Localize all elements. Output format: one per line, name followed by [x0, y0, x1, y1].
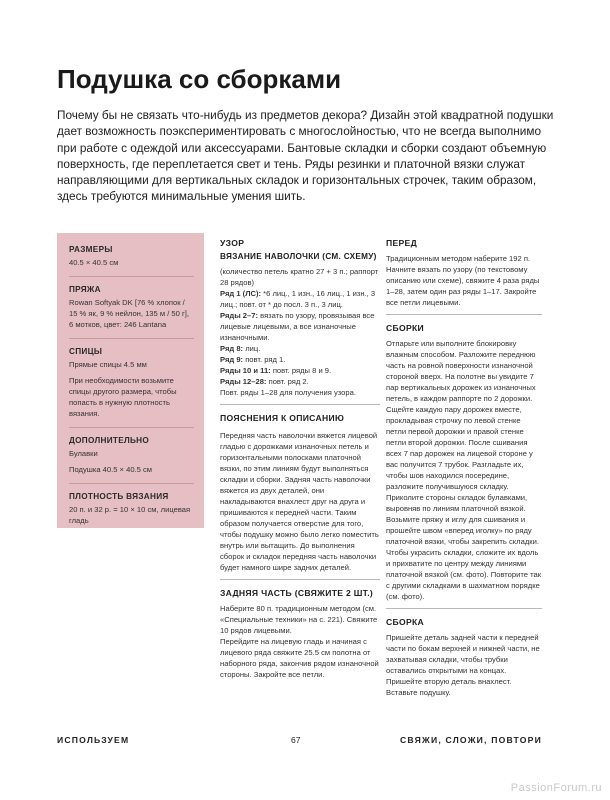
assembly-heading: СБОРКА: [386, 617, 425, 627]
pattern-row: Ряд 9: повт. ряд 1.: [220, 355, 286, 364]
sizes-heading: РАЗМЕРЫ: [69, 245, 113, 254]
pattern-heading: УЗОР: [220, 238, 245, 248]
yarn-heading: ПРЯЖА: [69, 285, 101, 294]
divider: [386, 608, 542, 609]
divider: [220, 404, 380, 405]
divider: [69, 427, 194, 428]
back-text-2: Перейдите на лицевую гладь и начиная с лицевого ряда свяжите 25.5 см полотна от наборного ряда, закончив рядом изнаночной стороны. Закройте все петли.: [220, 637, 379, 679]
assembly-text: Пришейте деталь задней части к передней части по бокам верхней и нижней части, не захватывая складки, чтобы трубки оставались открытыми на концах. Пришейте вторую деталь внахлест. Вставьте подушку.: [386, 633, 540, 697]
pattern-repeat-note: Повт. ряды 1–28 для получения узора.: [220, 388, 356, 397]
notes-text: Передняя часть наволочки вяжется лицевой гладью с дорожками изнаночных петель и горизонтальными полосками платочной вязки, по этим линиям будут выполняться складки и сборки. Задняя часть наволочки вяжется из двух деталей, они накладываются внахлест друг на друга и пришиваются к передней части. Таким образом получается отверстие для того, чтобы подушку можно было легко поместить внутрь или вытащить. До выполнения сборок и складок передняя часть наволочки будет намного шире задних деталей.: [220, 431, 379, 572]
footer-section-label: ИСПОЛЬЗУЕМ: [57, 735, 130, 745]
divider: [69, 276, 194, 277]
pattern-row: Ряд 8: лиц.: [220, 344, 261, 353]
gathers-text-2: Чтобы украсить складки, сложите их вдоль и прихватите по центру между линиями платочной вязкой (см. фото). Повторите так с другими складками в шахматном порядке (см. фото).: [386, 548, 542, 601]
divider: [69, 338, 194, 339]
divider: [69, 483, 194, 484]
gathers-text-1: Отпарьте или выполните блокировку влажным способом. Разложите переднюю часть на ровной поверхности изнаночной стороной вверх. На полотне вы увидите 7 пар вертикальных дорожек из изнаночных петель, в каждом раппорте по 2 дорожки. Сщейте каждую пару дорожек вместе, прокладывая строчку по левой стенке петли первой дорожки и правой стенке петли второй дорожки. После сшивания всех 7 пар дорожек на лицевой стороне у вас получится 7 трубок. Разгладьте их, чтобы шов находился посередине, разложите получившуюся складку. Приколите стороны складок булавками, выровняв по линиям платочной вязкой. Возьмите пряжу и иглу для сшивания и прошейте швом «вперед иголку» по ряду платочной вязки, чтобы закрепить складки.: [386, 339, 539, 546]
front-heading: ПЕРЕД: [386, 238, 417, 248]
materials-sidebar: [57, 233, 204, 528]
yarn-value: Rowan Softyak DK [76 % хлопок / 15 % як, 9 % нейлон, 135 м / 50 г], 6 мотков, цвет: 246 Lantana: [69, 298, 189, 329]
notes-heading: ПОЯСНЕНИЯ К ОПИСАНИЮ: [220, 413, 345, 423]
gathers-heading: СБОРКИ: [386, 323, 425, 333]
needles-value: Прямые спицы 4.5 мм: [69, 360, 147, 369]
back-text-1: Наберите 80 п. традиционным методом (см. «Специальные техники» на с. 221). Свяжите 10 рядов лицевыми.: [220, 604, 378, 635]
pattern-row: Ряд 1 (ЛС): *6 лиц., 1 изн., 16 лиц., 1 изн., 3 лиц.; повт. от * до посл. 3 п., 3 лиц.: [220, 289, 376, 309]
pattern-subheading: ВЯЗАНИЕ НАВОЛОЧКИ (СМ. СХЕМУ): [220, 252, 377, 261]
front-text: Традиционным методом наберите 192 п. Начните вязать по узору (по текстовому описанию или схеме), свяжите 4 раза ряды 1–28, затем один раз ряды 1–17. Закройте все петли лицевыми.: [386, 254, 540, 307]
watermark: PassionForum.ru: [510, 782, 602, 794]
column-pattern: [220, 238, 380, 680]
footer-book-title: СВЯЖИ, СЛОЖИ, ПОВТОРИ: [400, 735, 542, 745]
gauge-heading: ПЛОТНОСТЬ ВЯЗАНИЯ: [69, 492, 169, 501]
pattern-repeat: (количество петель кратно 27 + 3 п.; раппорт 28 рядов): [220, 267, 379, 287]
divider: [220, 579, 380, 580]
sizes-value: 40.5 × 40.5 см: [69, 258, 119, 267]
extra-pillow: Подушка 40.5 × 40.5 см: [69, 465, 152, 474]
extra-heading: ДОПОЛНИТЕЛЬНО: [69, 436, 150, 445]
pattern-row: Ряды 10 и 11: повт. ряды 8 и 9.: [220, 366, 332, 375]
pattern-row: Ряды 2–7: вязать по узору, провязывая все лицевые лицевыми, а все изнаночные изнаночными.: [220, 311, 375, 342]
page-number: 67: [291, 735, 301, 745]
needles-heading: СПИЦЫ: [69, 347, 103, 356]
back-heading: ЗАДНЯЯ ЧАСТЬ (СВЯЖИТЕ 2 ШТ.): [220, 588, 374, 598]
pattern-row: Ряды 12–28: повт. ряд 2.: [220, 377, 309, 386]
needles-note: При необходимости возьмите спицы другого размера, чтобы попасть в нужную плотность вязания.: [69, 376, 177, 418]
divider: [386, 314, 542, 315]
extra-pins: Булавки: [69, 449, 98, 458]
page-title: Подушка со сборками: [57, 64, 342, 94]
column-instructions: [386, 238, 542, 698]
intro-paragraph: Почему бы не связать что-нибудь из предметов декора? Дизайн этой квадратной подушки дает возможность поэкспериментировать с многослойностью, что не всегда выполнимо при работе с одеждой или аксессуарами. Бантовые складки и сборки создают объемную поверхность, где переплетается свет и тень. Ряды резинки и платочной вязки служат направляющими для вертикальных складок и горизонтальных строчек, таким образом, здесь требуются минимальные умения шить.: [57, 108, 554, 204]
gauge-value: 20 п. и 32 р. = 10 × 10 см, лицевая гладь: [69, 505, 191, 525]
